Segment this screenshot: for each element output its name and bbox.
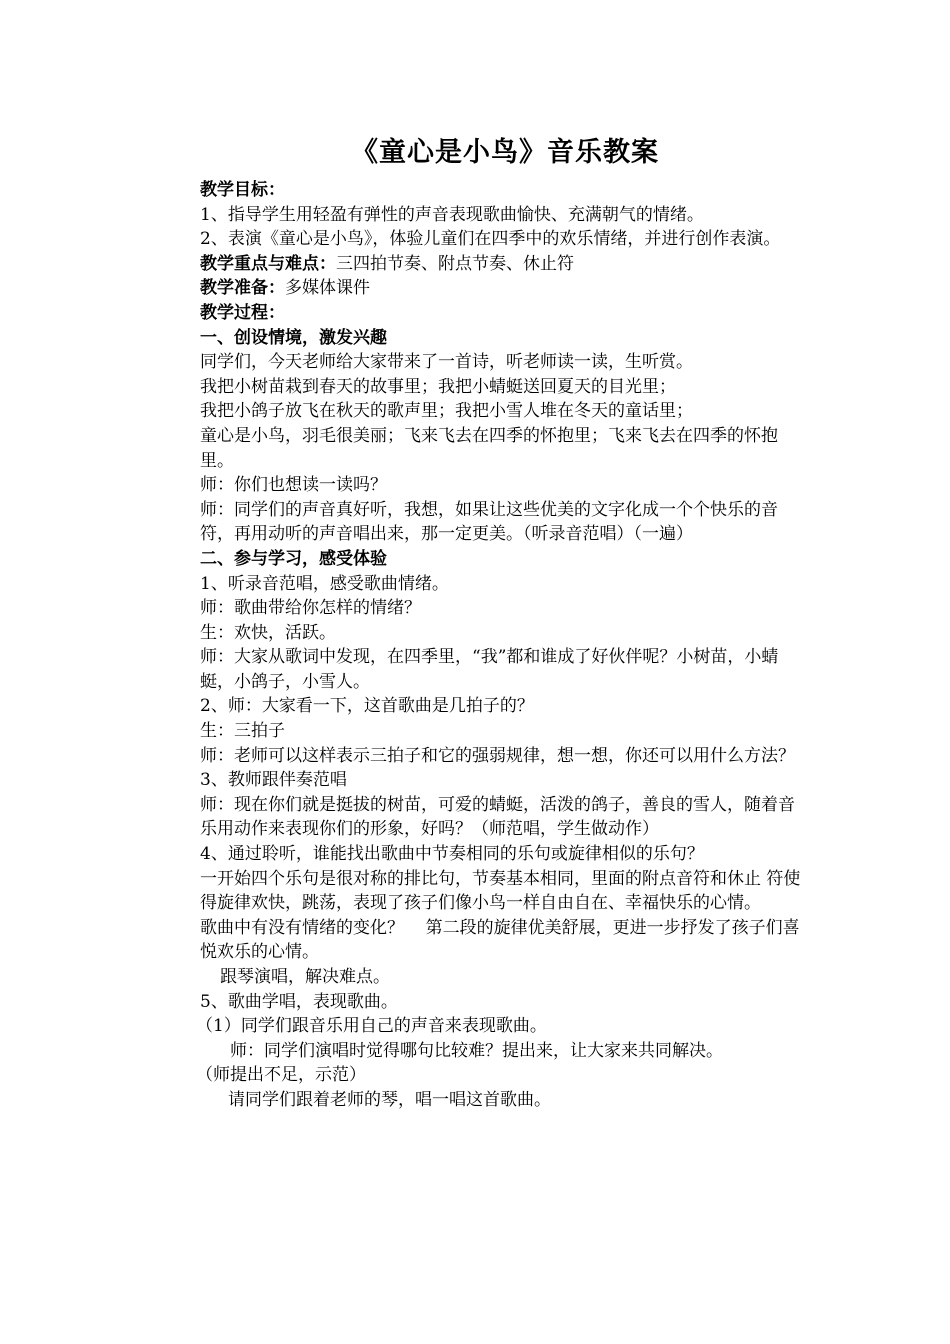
goals-heading: 教学目标： [200, 180, 285, 200]
prep-label: 教学准备： [200, 278, 285, 299]
section-2-line: 歌曲中有没有情绪的变化？ 第二段的旋律优美舒展，更进一步抒发了孩子们喜悦欢乐的心情。 [200, 917, 800, 963]
piano-line: 跟琴演唱，解决难点。 [220, 967, 390, 987]
section-2-line: 1、听录音范唱，感受歌曲情绪。 [200, 573, 449, 594]
section-2-line: 2、师：大家看一下，这首歌曲是几拍子的？ [200, 696, 534, 717]
focus-paragraph [200, 252, 810, 277]
goal-item-2: 2、表演《童心是小鸟》，体验儿童们在四季中的欢乐情绪，并进行创作表演。 [200, 229, 781, 250]
section-1-line: 同学们，今天老师给大家带来了一首诗，听老师读一读，生听赏。 [200, 352, 693, 373]
process-heading: 教学过程： [200, 302, 285, 323]
focus-label: 教学重点与难点： [200, 253, 336, 274]
focus-text: 三四拍节奏、附点节奏、休止符 [336, 253, 574, 274]
section-1-line: 师：同学们的声音真好听，我想，如果让这些优美的文字化成一个个快乐的音符，再用动听的声音唱出来，那一定更美。（听录音范唱）（一遍） [200, 499, 778, 545]
section-2-line: 一开始四个乐句是很对称的排比句，节奏基本相同，里面的附点音符和休止 符使得旋律欢快，跳荡，表现了孩子们像小鸟一样自由自在、幸福快乐的心情。 [200, 868, 801, 914]
section-1-line: 童心是小鸟，羽毛很美丽；飞来飞去在四季的怀抱里；飞来飞去在四季的怀抱里。 [200, 425, 778, 471]
document-page [196, 134, 810, 1113]
section-2-line: 师：歌曲带给你怎样的情绪？ [200, 598, 421, 619]
item-5: 5、歌曲学唱，表现歌曲。 [200, 991, 398, 1012]
last-line: 请同学们跟着老师的琴，唱一唱这首歌曲。 [228, 1089, 551, 1110]
section-1-heading: 一、创设情境，激发兴趣 [200, 327, 387, 348]
section-1-line: 我把小鸽子放飞在秋天的歌声里；我把小雪人堆在冬天的童话里； [200, 401, 693, 422]
section-2-line: 师：大家从歌词中发现，在四季里，“我”都和谁成了好伙伴呢？小树苗，小蜻蜓，小鸽子，小雪人。 [200, 647, 779, 692]
goal-item-1: 1、指导学生用轻盈有弹性的声音表现歌曲愉快、充满朝气的情绪。 [200, 204, 704, 225]
prep-paragraph [200, 276, 810, 301]
section-2-line: 生：欢快，活跃。 [200, 622, 336, 643]
section-1-line: 师：你们也想读一读吗？ [200, 475, 387, 496]
section-2-line: 师：现在你们就是挺拔的树苗，可爱的蜻蜓，活泼的鸽子，善良的雪人，随着音乐用动作来表现你们的形象，好吗？（师范唱，学生做动作） [200, 794, 795, 840]
section-2-heading: 二、参与学习，感受体验 [200, 548, 387, 569]
teacher-line: 师：同学们演唱时觉得哪句比较难？提出来，让大家来共同解决。 [230, 1040, 723, 1061]
item-5-1: （1）同学们跟音乐用自己的声音来表现歌曲。 [196, 1016, 547, 1037]
section-2-line: 生：三拍子 [200, 721, 285, 742]
prep-text: 多媒体课件 [285, 278, 370, 299]
document-title: 《童心是小鸟》音乐教案 [351, 137, 659, 168]
section-2-line: 师：老师可以这样表示三拍子和它的强弱规律，想一想，你还可以用什么方法？ 3、教师跟伴奏范唱 [200, 745, 806, 791]
section-2-line: 4、通过聆听，谁能找出歌曲中节奏相同的乐句或旋律相似的乐句？ [200, 844, 704, 865]
section-1-line: 我把小树苗栽到春天的故事里；我把小蜻蜓送回夏天的目光里； [200, 376, 676, 397]
teacher-note: （师提出不足，示范） [196, 1065, 366, 1086]
